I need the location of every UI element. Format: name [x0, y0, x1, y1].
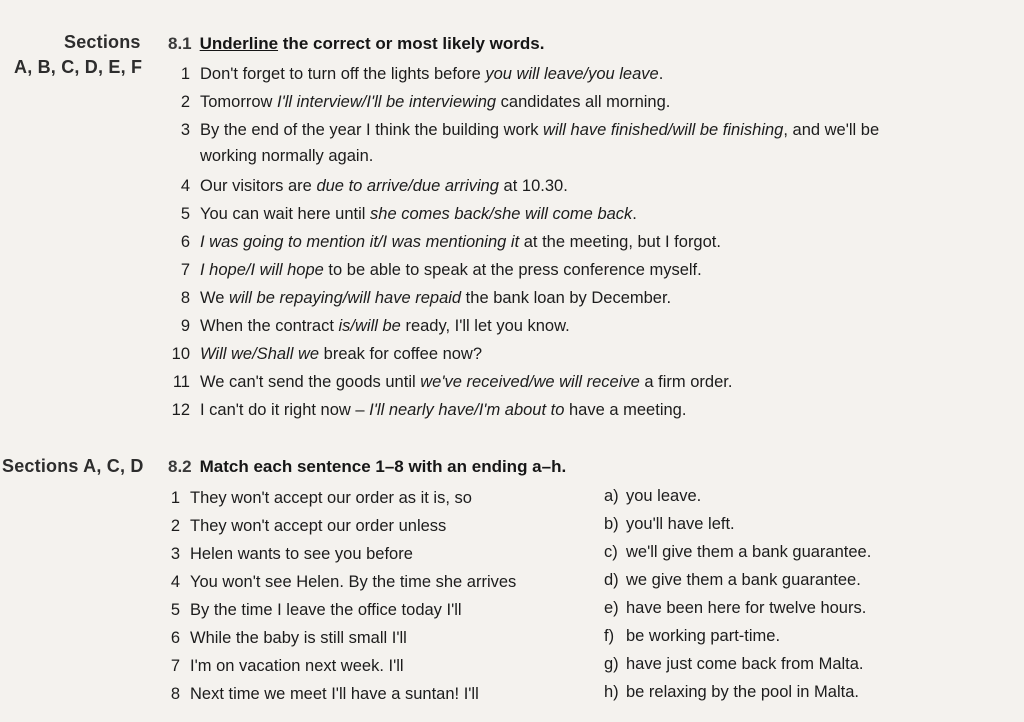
ending-text: you leave. — [626, 487, 702, 505]
item-text: the bank loan by December. — [461, 289, 672, 307]
item-text: We can't send the goods until — [200, 373, 421, 391]
ending-text: have been here for twelve hours. — [626, 599, 867, 617]
ending-letter: c) — [604, 543, 618, 561]
item-text: When the contract — [200, 317, 339, 335]
ending-letter: a) — [604, 487, 619, 505]
item-text: By the end of the year I think the building work — [200, 121, 544, 139]
ending-letter: b) — [604, 515, 619, 533]
item-options[interactable]: we've received/we will receive — [420, 373, 640, 391]
ending-text: we'll give them a bank guarantee. — [626, 543, 872, 561]
item-text: Our visitors are — [200, 177, 317, 195]
sections-letters-8-1: A, B, C, D, E, F — [14, 57, 143, 77]
sentence-text: They won't accept our order as it is, so — [190, 489, 472, 507]
ending-text: be relaxing by the pool in Malta. — [626, 683, 859, 701]
sentence-text: Next time we meet I'll have a suntan! I'll — [190, 685, 479, 703]
item-number: 4 — [170, 573, 180, 591]
exercise-heading-8-1 — [168, 34, 544, 54]
item-text: at 10.30. — [498, 177, 568, 195]
item-options[interactable]: Will we/Shall we — [200, 345, 320, 363]
exercise-item-4 — [168, 175, 568, 197]
exercise-item-10 — [168, 343, 482, 365]
ending-text: we give them a bank guarantee. — [626, 571, 861, 589]
exercise-instruction-8-2: Match each sentence 1–8 with an ending a–h. — [199, 457, 567, 476]
match-sentence-3 — [168, 543, 413, 565]
ending-text: have just come back from Malta. — [626, 655, 864, 673]
match-sentence-6 — [168, 627, 407, 649]
item-text: a firm order. — [639, 373, 733, 391]
exercise-item-3 — [168, 119, 879, 141]
match-sentence-1 — [168, 487, 472, 509]
item-number: 7 — [170, 657, 180, 675]
sentence-text: By the time I leave the office today I'll — [190, 601, 462, 619]
match-ending-2 — [604, 515, 735, 534]
ending-letter: g) — [604, 655, 619, 673]
item-number: 5 — [170, 601, 180, 619]
match-ending-1 — [604, 487, 701, 506]
exercise-number-8-1: 8.1 — [168, 34, 192, 53]
item-text: We — [200, 289, 230, 307]
item-text: at the meeting, but I forgot. — [519, 233, 721, 251]
match-sentence-5 — [168, 599, 462, 621]
exercise-item-5 — [168, 203, 637, 225]
match-ending-3 — [604, 543, 871, 562]
item-text: ready, I'll let you know. — [400, 317, 570, 335]
item-options[interactable]: is/will be — [338, 317, 401, 335]
match-sentence-4 — [168, 571, 516, 593]
sentence-text: They won't accept our order unless — [190, 517, 447, 535]
sentence-text: You won't see Helen. By the time she arrives — [190, 573, 517, 591]
item-text: . — [632, 205, 637, 223]
item-text: to be able to speak at the press conference myself. — [323, 261, 702, 279]
sentence-text: While the baby is still small I'll — [190, 629, 407, 647]
exercise-item-9 — [168, 315, 570, 337]
ending-text: be working part-time. — [626, 627, 781, 645]
item-text: have a meeting. — [564, 401, 687, 419]
ending-letter: h) — [604, 683, 619, 701]
exercise-item-2 — [168, 91, 670, 113]
item-options[interactable]: will be repaying/will have repaid — [229, 289, 462, 307]
ending-letter: d) — [604, 571, 619, 589]
sections-label-8-2: Sections A, C, D — [2, 456, 144, 476]
item-text: . — [658, 65, 664, 83]
exercise-item-7 — [168, 259, 702, 281]
item-options[interactable]: you will leave/you leave — [485, 65, 659, 83]
ending-text: you'll have left. — [626, 515, 735, 533]
match-sentence-8 — [168, 683, 479, 705]
item-number: 2 — [180, 93, 190, 111]
match-ending-7 — [604, 655, 864, 674]
item-number: 5 — [180, 205, 190, 223]
item-number: 8 — [170, 685, 180, 703]
exercise-heading-8-2 — [168, 457, 566, 477]
item-text: Tomorrow — [200, 93, 278, 111]
item-3-continuation: working normally again. — [200, 147, 374, 165]
item-number: 11 — [172, 373, 190, 391]
match-sentence-2 — [168, 515, 446, 537]
item-text: break for coffee now? — [319, 345, 483, 363]
item-number: 3 — [170, 545, 180, 563]
item-text: , and we'll be — [783, 121, 880, 139]
sentence-text: I'm on vacation next week. I'll — [190, 657, 404, 675]
item-number: 4 — [180, 177, 190, 195]
exercise-item-8 — [168, 287, 671, 309]
exercise-number-8-2: 8.2 — [168, 457, 192, 476]
item-number: 9 — [180, 317, 190, 335]
item-options[interactable]: I was going to mention it/I was mentioning it — [200, 233, 520, 251]
item-number: 12 — [171, 401, 190, 419]
item-number: 7 — [180, 261, 190, 279]
match-ending-6 — [604, 627, 780, 646]
item-number: 8 — [180, 289, 190, 307]
item-options[interactable]: due to arrive/due arriving — [316, 177, 499, 195]
match-ending-8 — [604, 683, 859, 702]
item-options[interactable]: I'll interview/I'll be interviewing — [277, 93, 497, 111]
item-text: I can't do it right now – — [200, 401, 370, 419]
item-text: You can wait here until — [200, 205, 371, 223]
ending-letter: e) — [604, 599, 619, 617]
item-number: 6 — [170, 629, 180, 647]
exercise-item-12 — [168, 399, 686, 421]
match-ending-4 — [604, 571, 861, 590]
item-options[interactable]: I hope/I will hope — [200, 261, 324, 279]
item-number: 6 — [180, 233, 190, 251]
item-options[interactable]: will have finished/will be finishing — [543, 121, 784, 139]
exercise-item-6 — [168, 231, 721, 253]
item-number: 1 — [180, 65, 190, 83]
item-text: candidates all morning. — [496, 93, 671, 111]
sentence-text: Helen wants to see you before — [190, 545, 413, 563]
item-number: 1 — [170, 489, 180, 507]
item-number: 2 — [170, 517, 180, 535]
exercise-instruction-8-1: the correct or most likely words. — [278, 34, 545, 53]
item-number: 3 — [180, 121, 190, 139]
sections-label-8-1: Sections — [64, 32, 141, 52]
item-number: 10 — [171, 345, 190, 363]
exercise-keyword-underline: Underline — [199, 34, 279, 53]
match-ending-5 — [604, 599, 866, 618]
match-sentence-7 — [168, 655, 404, 677]
exercise-item-1 — [168, 63, 663, 85]
exercise-item-11 — [168, 371, 732, 393]
item-options[interactable]: I'll nearly have/I'm about to — [369, 401, 565, 419]
item-text: Don't forget to turn off the lights before — [200, 65, 486, 83]
item-options[interactable]: she comes back/she will come back — [370, 205, 633, 223]
ending-letter: f) — [604, 627, 615, 645]
